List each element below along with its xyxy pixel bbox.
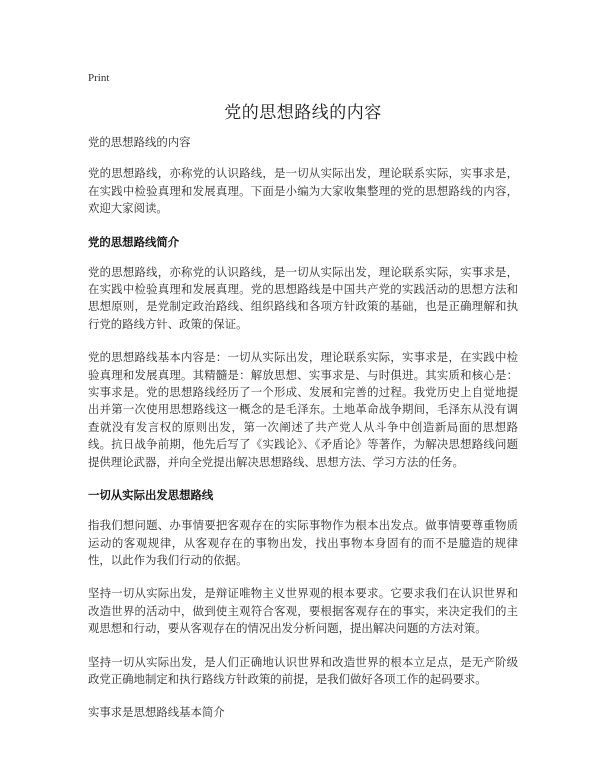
section-heading-practice: 一切从实际出发思想路线	[88, 488, 214, 503]
section-heading-overview: 党的思想路线简介	[88, 234, 180, 249]
paragraph-practice-3: 坚持一切从实际出发，是人们正确地认识世界和改造世界的根本立足点，是无产阶级政党正确地制定和执行路线方针政策的前提，是我们做好各项工作的起码要求。	[88, 654, 518, 686]
paragraph-intro: 党的思想路线，亦称党的认识路线，是一切从实际出发，理论联系实际，实事求是，在实践中检验真理和发展真理。下面是小编为大家收集整理的党的思想路线的内容，欢迎大家阅读。	[88, 166, 518, 216]
page-title: 党的思想路线的内容	[224, 103, 382, 123]
paragraph-overview-1: 党的思想路线，亦称党的认识路线，是一切从实际出发，理论联系实际，实事求是，在实践中检验真理和发展真理。党的思想路线是中国共产党的实践活动的思想方法和思想原则，是党制定政治路线、组织路线和各项方针政策的基础，也是正确理解和执行党的路线方针、政策的保证。	[88, 264, 518, 331]
paragraph-practice-1: 指我们想问题、办事情要把客观存在的实际事物作为根本出发点。做事情要尊重物质运动的客观规律，从客观存在的事物出发，找出事物本身固有的而不是臆造的规律性，以此作为我们行动的依据。	[88, 518, 518, 567]
document-body	[88, 134, 518, 738]
paragraph-closing: 实事求是思想路线基本简介	[88, 705, 225, 720]
paragraph-practice-2: 坚持一切从实际出发，是辩证唯物主义世界观的根本要求。它要求我们在认识世界和改造世界的活动中，做到使主观符合客观，要根据客观存在的事实，来决定我们的主观思想和行动，要从客观存在的情况出发分析问题，提出解决问题的方法对策。	[88, 586, 518, 636]
intro-line: 党的思想路线的内容	[88, 135, 191, 149]
print-label: Print	[88, 72, 110, 84]
paragraph-overview-2: 党的思想路线基本内容是：一切从实际出发，理论联系实际，实事求是，在实践中检验真理和发展真理。其精髓是：解放思想、实事求是、与时俱进。其实质和核心是：实事求是。党的思想路线经历了一个形成、发展和完善的过程。我党历史上自觉地提出并第一次使用思想路线这一概念的是毛泽东。土地革命战争期间，毛泽东从没有调查就没有发言权的原则出发，第一次阐述了共产党人从斗争中创造新局面的思想路线。抗日战争前期，他先后写了《实践论》、《矛盾论》等著作，为解决思想路线问题提供理论武器，并向全党提出解决思想路线、思想方法、学习方法的任务。	[88, 350, 518, 469]
